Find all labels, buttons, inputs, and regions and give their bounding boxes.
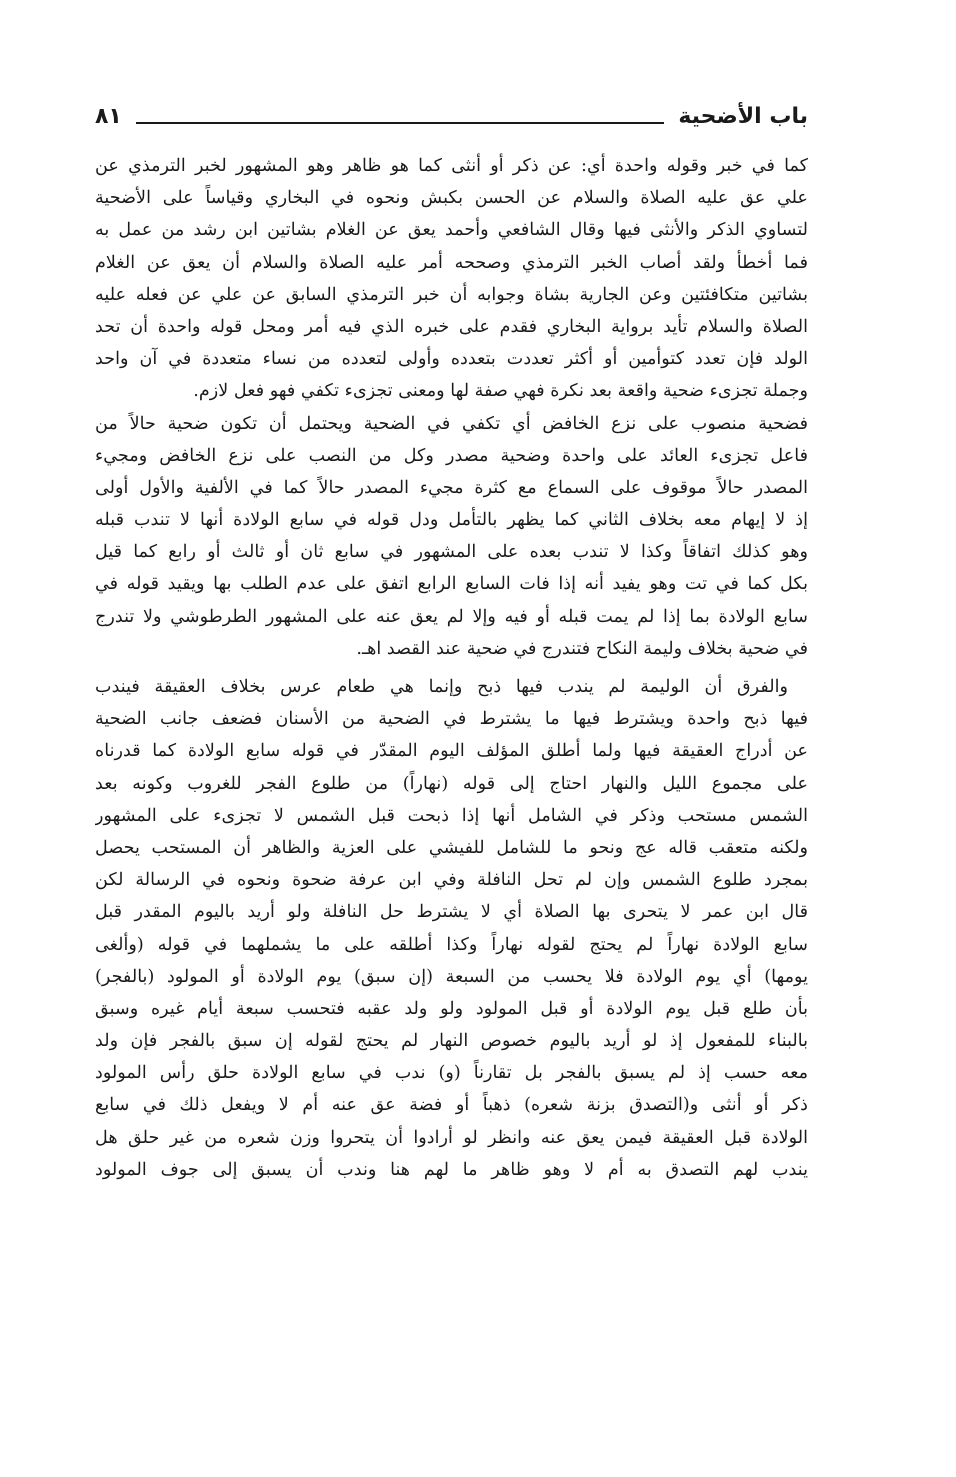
running-header [95, 86, 808, 130]
paragraph-1 [95, 150, 808, 665]
text-line: بكل كما في تت وهو يفيد أنه إذا فات السابع الرابع اتفق على عدم الطلب بها ويقيد قوله في [95, 574, 808, 595]
text-line-content: والفرق أن الوليمة لم يندب فيها ذبح وإنما هي طعام عرس بخلاف العقيقة فيندب [95, 677, 788, 697]
text-line: علي عق عليه الصلاة والسلام عن الحسن بكبش ونحوه في البخاري وقياساً على الأضحية [95, 188, 808, 209]
text-line: فما أخطأ ولقد أصاب الخبر الترمذي وصححه أمر عليه الصلاة والسلام أن يعق عن الغلام [95, 252, 808, 273]
paragraph-2 [95, 671, 808, 1186]
text-line: بالبناء للمفعول إذ لو أريد باليوم خصوص النهار لم يحتج لقوله إن سبق بالفجر فإن ولد [95, 1031, 808, 1052]
text-line: فاعل تجزىء العائد على واحدة وضحية مصدر وكل من النصب على نزع الخافض ومجيء [95, 445, 808, 466]
text-line-indented [95, 671, 808, 703]
text-line: إذ لا إيهام معه بخلاف الثاني كما يظهر بالتأمل ودل قوله في سابع الولادة أنها لا تندب قبله [95, 510, 808, 531]
text-line: وجملة تجزىء ضحية واقعة بعد نكرة فهي صفة لها ومعنى تجزىء تكفي فهو فعل لازم. [193, 381, 808, 402]
text-line: وهو كذلك اتفاقاً وكذا لا تندب بعده على المشهور في سابع ثان أو ثالث أو رابع كما قيل [95, 542, 808, 563]
text-line: قال ابن عمر لا يتحرى بها الصلاة أي لا يشترط حل النافلة ولو أريد باليوم المقدر قبل [95, 902, 808, 923]
page-number: ٨١ [95, 104, 122, 129]
text-line: الشمس مستحب وذكر في الشامل أنها إذا ذبحت قبل الشمس لا تجزىء على المشهور [95, 805, 808, 826]
text-line: ذكر أو أنثى و(التصدق بزنة شعره) ذهباً أو فضة عق عنه أم لا ويفعل ذلك في سابع [95, 1095, 808, 1116]
text-line: الولادة قبل العقيقة فيمن يعق عنه وانظر لو أرادوا أن يتحروا وزن شعره من غير حلق هل [95, 1127, 808, 1148]
header-rule [136, 122, 664, 124]
text-line: فيها ذبح واحدة ويشترط فيها ما يشترط في الضحية من الأسنان فضعف جانب الضحية [95, 709, 808, 730]
text-line: المصدر حالاً موقوف على السماع مع كثرة مجيء المصدر حالاً كما في الألفية والأول أولى [95, 477, 808, 498]
text-line: لتساوي الذكر والأنثى فيها وقال الشافعي وأحمد يعق عن الغلام بشاتين ابن رشد من عمل به [95, 220, 808, 241]
text-line: ولكنه متعقب قاله عج ونحو ما للشامل للفيشي على العزية والظاهر أن المستحب يحصل [95, 837, 808, 858]
text-line: بشاتين متكافئتين وعن الجارية بشاة وجوابه أن خبر الترمذي السابق عن علي عن فعله عليه [95, 284, 808, 305]
text-line: بأن طلع قبل يوم الولادة أو قبل المولود ولو ولد عقبه فتحسب سبعة أيام غيره وسبق [95, 998, 808, 1019]
text-line: في ضحية بخلاف وليمة النكاح فتندرج في ضحية عند القصد اهـ. [356, 638, 808, 659]
text-line: على مجموع الليل والنهار احتاج إلى قوله (نهاراً) من طلوع الفجر للغروب وكونه بعد [95, 773, 808, 794]
text-line: سابع الولادة نهاراً لم يحتج لقوله نهاراً وكذا أطلقه على ما يشملهما في قوله (وألغى [95, 934, 808, 955]
text-line: الولد فإن تعدد كتوأمين أو أكثر تعددت بتعدده وأولى لتعدده من نساء متعددة في آن واحد [95, 349, 808, 370]
text-line: الصلاة والسلام تأيد برواية البخاري فقدم على خبره الذي فيه أمر ومحل قوله واحدة أن تحد [95, 316, 808, 337]
text-line: بمجرد طلوع الشمس وإن لم تحل النافلة وفي ابن عرفة ضحوة ونحوه في الرسالة لكن [95, 870, 808, 891]
text-line: سابع الولادة بما إذا لم يمت قبله أو فيه وإلا لم يعق عنه على المشهور الطرطوشي ولا تندرج [95, 606, 808, 627]
text-line: معه حسب إذ لم يسبق بالفجر بل تقارناً (و) ندب في سابع الولادة حلق رأس المولود [95, 1063, 808, 1084]
text-line: يندب لهم التصدق به أم لا وهو ظاهر ما لهم هنا وندب أن يسبق إلى جوف المولود [95, 1159, 808, 1180]
text-line: عن أدراج العقيقة فيها ولما أطلق المؤلف اليوم المقدّر في قوله سابع الولادة كما قدرناه [95, 741, 808, 762]
text-line: كما في خبر وقوله واحدة أي: عن ذكر أو أنثى كما هو ظاهر وهو المشهور لخبر الترمذي عن [95, 156, 808, 176]
text-line: فضحية منصوب على نزع الخافض أي تكفي في الضحية ويحتمل أن تكون ضحية حالاً من [95, 413, 808, 434]
text-line: يومها) أي يوم الولادة فلا يحسب من السبعة (إن سبق) يوم الولادة أو المولود (بالفجر) [95, 966, 808, 987]
chapter-title: باب الأضحية [678, 104, 808, 129]
body-text [95, 150, 808, 1186]
